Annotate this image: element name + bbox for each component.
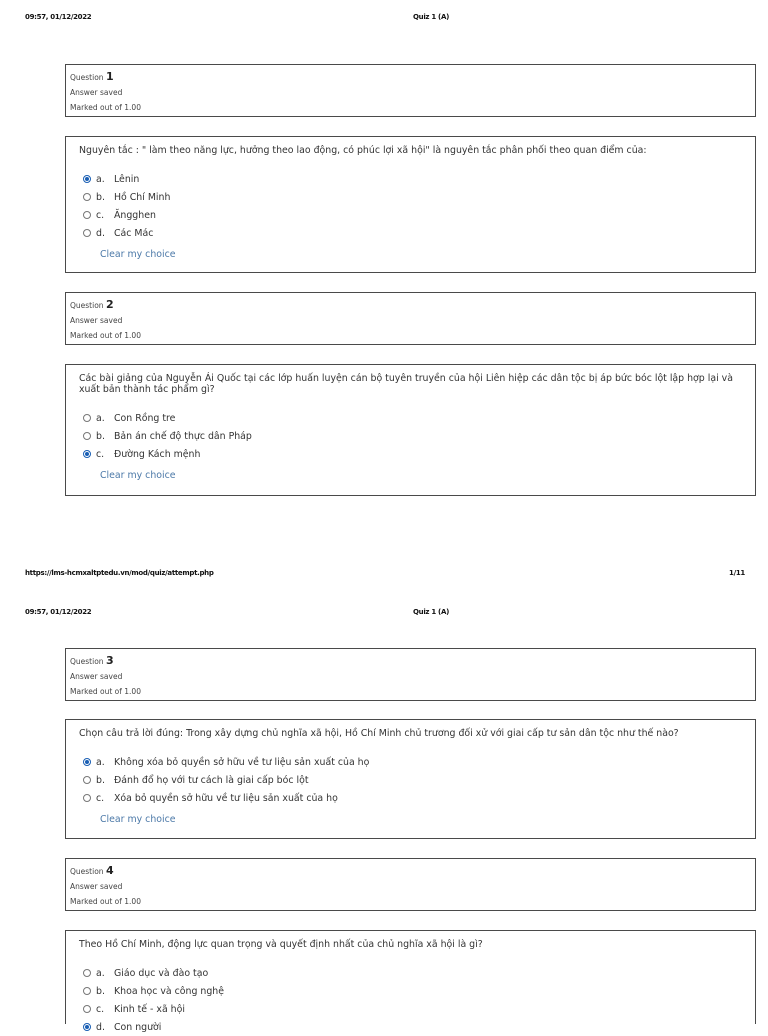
question-content-3 (65, 719, 756, 839)
radio-icon[interactable] (83, 229, 91, 237)
question-number: 4 (105, 864, 114, 877)
answer-option[interactable] (79, 188, 742, 206)
question-info-1 (65, 64, 756, 117)
answer-option[interactable] (79, 771, 742, 789)
question-number: 2 (105, 298, 114, 311)
answer-option[interactable] (79, 964, 742, 982)
option-text: Khoa học và công nghệ (114, 985, 225, 997)
question-marks: Marked out of 1.00 (70, 103, 141, 112)
question-info-2 (65, 292, 756, 345)
option-letter: b. (96, 985, 105, 997)
option-letter: c. (96, 1003, 105, 1015)
option-text: Đường Kách mệnh (114, 448, 201, 460)
option-text: Con người (114, 1021, 162, 1033)
radio-icon[interactable] (83, 969, 91, 977)
radio-icon[interactable] (83, 1005, 91, 1013)
option-letter: b. (96, 774, 105, 786)
option-letter: c. (96, 448, 105, 460)
clear-choice-link[interactable]: Clear my choice (100, 470, 176, 481)
option-letter: d. (96, 227, 105, 239)
radio-icon[interactable] (83, 211, 91, 219)
option-text: Hồ Chí Minh (114, 191, 171, 203)
option-letter: c. (96, 792, 105, 804)
option-text: Lênin (114, 173, 140, 185)
answer-option[interactable] (79, 445, 742, 463)
answer-option[interactable] (79, 753, 742, 771)
answer-option[interactable] (79, 789, 742, 807)
option-letter: c. (96, 209, 105, 221)
option-text: Bản án chế độ thực dân Pháp (114, 430, 252, 442)
question-label: Question (70, 657, 104, 666)
question-state: Answer saved (70, 882, 123, 891)
radio-icon[interactable] (83, 432, 91, 440)
answer-option[interactable] (79, 170, 742, 188)
option-text: Giáo dục và đào tạo (114, 967, 209, 979)
answer-option[interactable] (79, 224, 742, 242)
question-info-3 (65, 648, 756, 701)
print-title: Quiz 1 (A) (413, 13, 449, 21)
question-text: Chọn câu trả lời đúng: Trong xây dựng chủ nghĩa xã hội, Hồ Chí Minh chủ trương đối xử với giai cấp tư sản dân tộc như thế nào? (79, 728, 679, 739)
answer-option[interactable] (79, 206, 742, 224)
print-title: Quiz 1 (A) (413, 608, 449, 616)
option-text: Con Rồng tre (114, 412, 176, 424)
option-text: Các Mác (114, 227, 154, 239)
question-label: Question (70, 867, 104, 876)
option-text: Không xóa bỏ quyền sở hữu về tư liệu sản xuất của họ (114, 756, 370, 768)
radio-selected-icon[interactable] (83, 450, 91, 458)
clear-choice-link[interactable]: Clear my choice (100, 249, 176, 260)
question-text: Các bài giảng của Nguyễn Ái Quốc tại các lớp huấn luyện cán bộ tuyên truyền của hội Liên hiệp các dân tộc bị áp bức bóc lột lập hợp lại và xuất bản thành tác phẩm gì? (79, 373, 733, 395)
question-text: Nguyên tắc : " làm theo năng lực, hưởng theo lao động, có phúc lợi xã hội" là nguyên tắc phân phối theo quan điểm của: (79, 145, 647, 156)
radio-selected-icon[interactable] (83, 175, 91, 183)
radio-selected-icon[interactable] (83, 1023, 91, 1031)
clear-choice-link[interactable]: Clear my choice (100, 814, 176, 825)
question-state: Answer saved (70, 672, 123, 681)
option-text: Ăngghen (114, 209, 156, 221)
print-page-number: 1/11 (729, 569, 745, 577)
print-url: https://lms-hcmxaltptedu.vn/mod/quiz/attempt.php (25, 569, 214, 577)
print-datetime: 09:57, 01/12/2022 (25, 13, 92, 21)
question-content-4 (65, 930, 756, 1033)
radio-icon[interactable] (83, 987, 91, 995)
question-label: Question (70, 73, 104, 82)
question-number: 3 (105, 654, 114, 667)
answer-option[interactable] (79, 409, 742, 427)
radio-icon[interactable] (83, 776, 91, 784)
print-datetime: 09:57, 01/12/2022 (25, 608, 92, 616)
option-text: Xóa bỏ quyền sở hữu về tư liệu sản xuất của họ (114, 792, 338, 804)
question-number: 1 (105, 70, 114, 83)
option-letter: a. (96, 756, 105, 768)
answer-option[interactable] (79, 1018, 742, 1036)
option-letter: b. (96, 430, 105, 442)
question-text: Theo Hồ Chí Minh, động lực quan trọng và quyết định nhất của chủ nghĩa xã hội là gì? (79, 939, 483, 950)
radio-selected-icon[interactable] (83, 758, 91, 766)
question-marks: Marked out of 1.00 (70, 897, 141, 906)
answer-option[interactable] (79, 982, 742, 1000)
question-info-4 (65, 858, 756, 911)
question-state: Answer saved (70, 316, 123, 325)
option-text: Kinh tế - xã hội (114, 1003, 185, 1015)
radio-icon[interactable] (83, 193, 91, 201)
question-label: Question (70, 301, 104, 310)
option-letter: b. (96, 191, 105, 203)
option-text: Đánh đổ họ với tư cách là giai cấp bóc lột (114, 774, 309, 786)
option-letter: a. (96, 173, 105, 185)
question-marks: Marked out of 1.00 (70, 331, 141, 340)
question-state: Answer saved (70, 88, 123, 97)
option-letter: a. (96, 412, 105, 424)
question-content-1 (65, 136, 756, 273)
question-content-2 (65, 364, 756, 496)
question-marks: Marked out of 1.00 (70, 687, 141, 696)
radio-icon[interactable] (83, 414, 91, 422)
radio-icon[interactable] (83, 794, 91, 802)
option-letter: a. (96, 967, 105, 979)
answer-option[interactable] (79, 1000, 742, 1018)
option-letter: d. (96, 1021, 105, 1033)
answer-option[interactable] (79, 427, 742, 445)
